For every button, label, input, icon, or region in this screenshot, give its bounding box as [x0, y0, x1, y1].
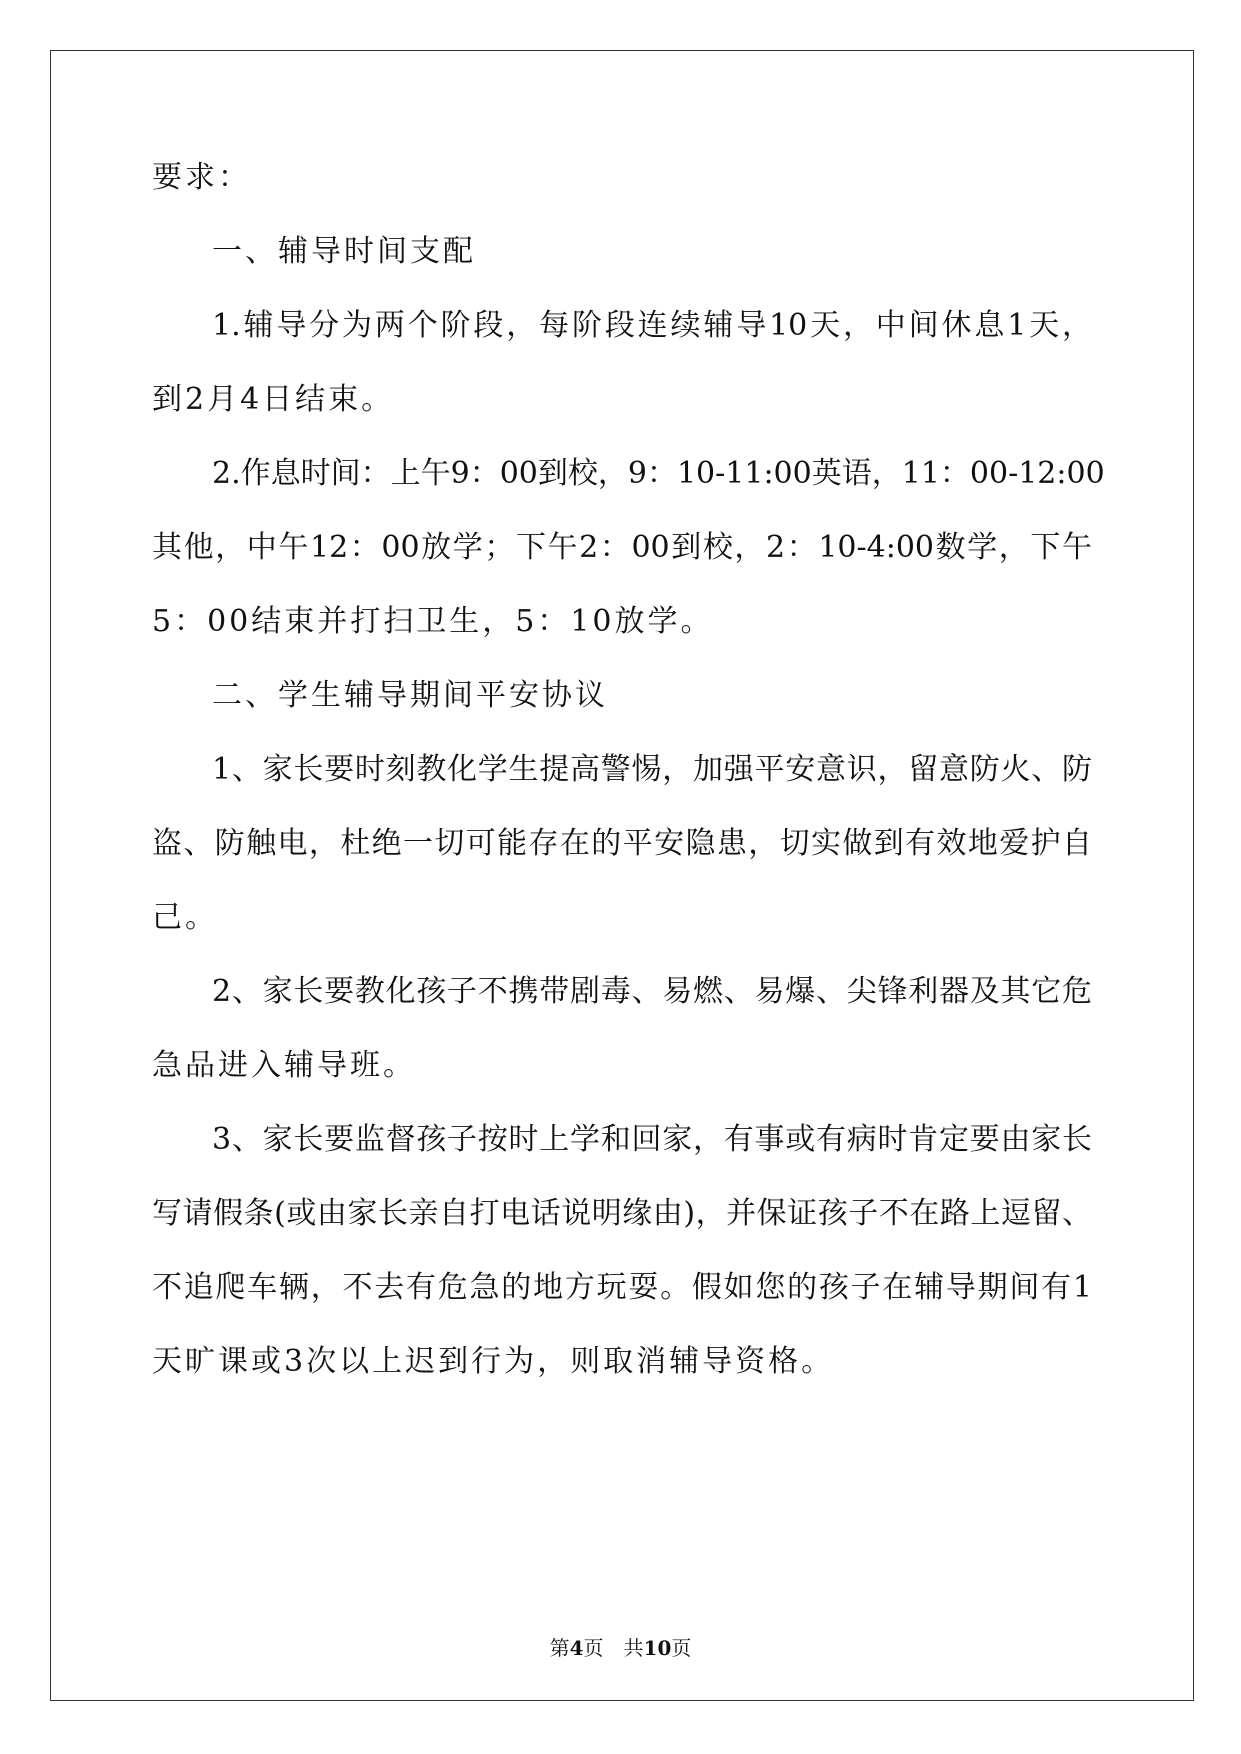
page-footer [0, 1634, 1241, 1662]
footer-prefix: 第 [549, 1636, 570, 1660]
text-line: 写请假条(或由家长亲自打电话说明缘由)，并保证孩子不在路上逗留、 [152, 1196, 1092, 1231]
total-pages-number: 10 [643, 1636, 672, 1660]
text-line: 2、家长要教化孩子不携带剧毒、易燃、易爆、尖锋利器及其它危 [212, 974, 1092, 1009]
section-heading: 一、辅导时间支配 [212, 234, 476, 269]
text-line: 2.作息时间：上午9：00到校，9：10-11:00英语，11：00-12:00 [212, 456, 1105, 491]
text-line: 1.辅导分为两个阶段，每阶段连续辅导10天，中间休息1天， [212, 308, 1092, 343]
text-line: 到2月4日结束。 [152, 382, 395, 417]
text-line: 盗、防触电，杜绝一切可能存在的平安隐患，切实做到有效地爱护自 [152, 826, 1092, 861]
text-line: 3、家长要监督孩子按时上学和回家，有事或有病时肯定要由家长 [212, 1122, 1092, 1157]
text-line: 要求： [152, 160, 251, 195]
text-line: 不追爬车辆，不去有危急的地方玩耍。假如您的孩子在辅导期间有1 [152, 1270, 1092, 1305]
footer-mid: 页 共 [583, 1636, 644, 1660]
text-line: 其他，中午12：00放学；下午2：00到校，2：10-4:00数学，下午 [152, 530, 1092, 565]
text-line: 1、家长要时刻教化学生提高警惕，加强平安意识，留意防火、防 [212, 752, 1092, 787]
section-heading: 二、学生辅导期间平安协议 [212, 678, 608, 713]
text-line: 天旷课或3次以上迟到行为，则取消辅导资格。 [152, 1344, 835, 1379]
current-page-number: 4 [569, 1636, 584, 1660]
footer-suffix: 页 [671, 1636, 692, 1660]
text-line: 5：00结束并打扫卫生，5：10放学。 [152, 604, 714, 639]
text-line: 急品进入辅导班。 [152, 1048, 416, 1083]
text-line: 己。 [152, 900, 218, 935]
document-body [152, 158, 1105, 1416]
